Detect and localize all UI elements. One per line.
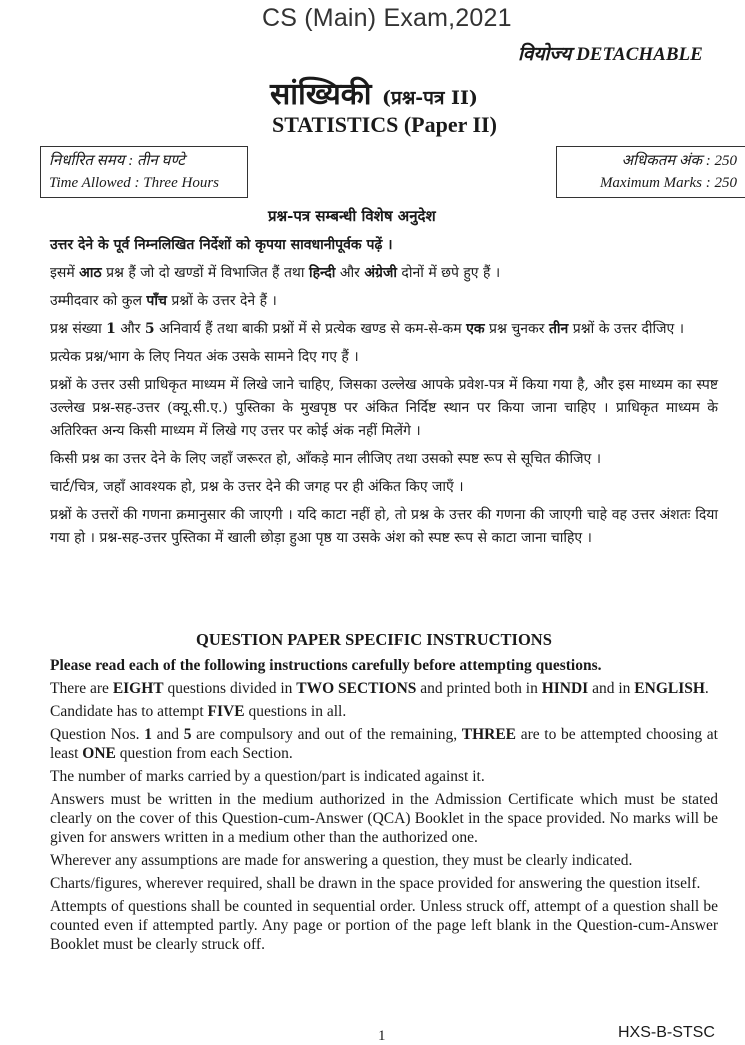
hindi-instructions-heading: प्रश्न-पत्र सम्बन्धी विशेष अनुदेश (268, 207, 436, 225)
time-allowed-hindi: निर्धारित समय : तीन घण्टे (49, 153, 185, 169)
english-instruction-2: Candidate has to attempt FIVE questions in all. (50, 703, 347, 720)
time-allowed-english: Time Allowed : Three Hours (49, 175, 220, 191)
english-instruction-7: Charts/figures, wherever required, shall be drawn in the space provided for answering the question itself. (50, 875, 701, 892)
hindi-instruction-6: किसी प्रश्न का उत्तर देने के लिए जहाँ जरूरत हो, आँकड़े मान लीजिए तथा उसको स्पष्ट रूप से सूचित कीजिए । (50, 451, 602, 467)
maximum-marks-box (556, 146, 745, 198)
detachable-label (518, 40, 703, 66)
english-instruction-1: There are EIGHT questions divided in TWO SECTIONS and printed both in HINDI and in ENGLISH. (50, 680, 709, 697)
english-instruction-5: Answers must be written in the medium authorized in the Admission Certificate which must be stated clearly on the cover of this Question-cum-Answer (QCA) Booklet in the space provided. No marks will be given for answers written in a medium other than the authorized one. (50, 791, 718, 846)
english-instructions (50, 656, 718, 958)
english-intro: Please read each of the following instructions carefully before attempting questions. (50, 657, 602, 674)
english-instruction-8: Attempts of questions shall be counted in sequential order. Unless struck off, attempt of a question shall be counted even if attempted partly. Any page or portion of the page left blank in the Question-cum-Answer Booklet must be clearly struck off. (50, 898, 718, 953)
hindi-intro: उत्तर देने के पूर्व निम्नलिखित निर्देशों को कृपया सावधानीपूर्वक पढ़ें । (50, 237, 393, 253)
maximum-marks-hindi: अधिकतम अंक : 250 (621, 153, 737, 169)
hindi-instructions (50, 234, 718, 555)
english-instruction-3: Question Nos. 1 and 5 are compulsory and out of the remaining, THREE are to be attempted choosing at least ONE question from each Section. (50, 726, 718, 762)
hindi-instruction-2: उम्मीदवार को कुल पाँच प्रश्नों के उत्तर देने हैं । (50, 293, 277, 309)
time-allowed-box (40, 146, 248, 198)
maximum-marks-english: Maximum Marks : 250 (599, 175, 737, 191)
hindi-instruction-3: प्रश्न संख्या 1 और 5 अनिवार्य हैं तथा बाकी प्रश्नों में से प्रत्येक खण्ड से कम-से-कम एक प्रश्न चुनकर तीन प्रश्नों के उत्तर दीजिए । (50, 321, 685, 337)
hindi-instruction-5: प्रश्नों के उत्तर उसी प्राधिकृत माध्यम में लिखे जाने चाहिए, जिसका उल्लेख आपके प्रवेश-पत्र में किया गया है, और इस माध्यम का स्पष्ट उल्लेख प्रश्न-सह-उत्तर (क्यू.सी.ए.) पुस्तिका के मुखपृष्ठ पर अंकित निर्दिष्ट स्थान पर किया जाना चाहिए । प्राधिकृत माध्यम के अतिरिक्त अन्य किसी माध्यम में लिखे गए उत्तर पर कोई अंक नहीं मिलेंगे । (50, 377, 718, 439)
english-instruction-6: Wherever any assumptions are made for answering a question, they must be clearly indicated. (50, 852, 633, 869)
hindi-instruction-4: प्रत्येक प्रश्न/भाग के लिए नियत अंक उसके सामने दिए गए हैं । (50, 349, 359, 365)
handwritten-exam-label: CS (Main) Exam,2021 (262, 4, 512, 32)
hindi-title-subject: सांख्यिकी (270, 77, 372, 112)
english-title: STATISTICS (Paper II) (272, 112, 497, 137)
paper-code: HXS-B-STSC (618, 1024, 715, 1041)
hindi-title (270, 72, 478, 113)
english-instruction-4: The number of marks carried by a question/part is indicated against it. (50, 768, 485, 785)
hindi-instruction-7: चार्ट/चित्र, जहाँ आवश्यक हो, प्रश्न के उत्तर देने की जगह पर ही अंकित किए जाएँ । (50, 479, 464, 495)
hindi-instruction-1: इसमें आठ प्रश्न हैं जो दो खण्डों में विभाजित हैं तथा हिन्दी और अंग्रेजी दोनों में छपे हुए हैं । (50, 265, 501, 281)
hindi-instruction-8: प्रश्नों के उत्तरों की गणना क्रमानुसार की जाएगी । यदि काटा नहीं हो, तो प्रश्न के उत्तर की गणना की जाएगी चाहे वह उत्तर अंशतः दिया गया हो । प्रश्न-सह-उत्तर पुस्तिका में खाली छोड़ा हुआ पृष्ठ या उसके अंश को स्पष्ट रूप से काटा जाना चाहिए । (50, 507, 718, 546)
page-number: 1 (378, 1028, 386, 1044)
hindi-title-paper: (प्रश्न-पत्र II) (382, 87, 478, 109)
detachable-english: DETACHABLE (576, 44, 703, 65)
detachable-hindi: वियोज्य (518, 44, 572, 65)
english-instructions-heading: QUESTION PAPER SPECIFIC INSTRUCTIONS (196, 630, 552, 649)
